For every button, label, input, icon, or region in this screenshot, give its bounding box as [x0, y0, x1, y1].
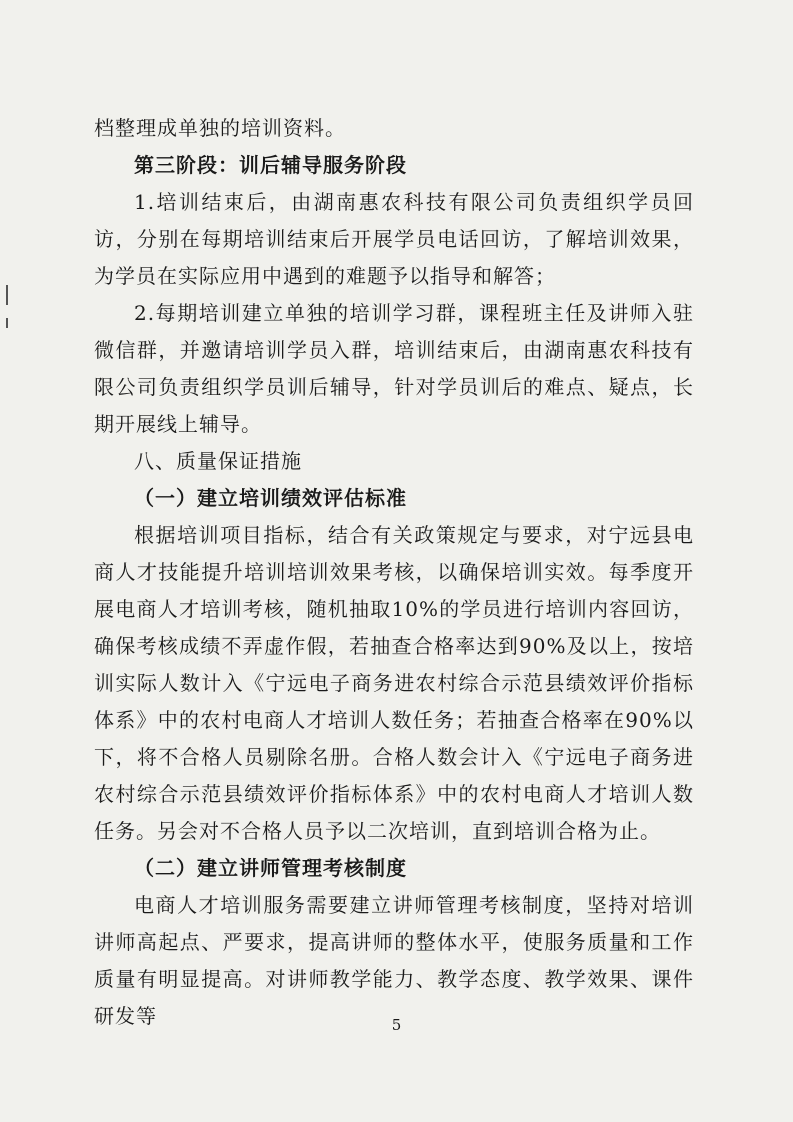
paragraph-item-2: 2.每期培训建立单独的培训学习群，课程班主任及讲师入驻微信群，并邀请培训学员入群，培训结束后，由湖南惠农科技有限公司负责组织学员训后辅导，针对学员训后的难点、疑点，长期开展线上辅导。 [94, 301, 694, 436]
page-number: 5 [391, 1016, 402, 1034]
scan-edge-mark [6, 318, 8, 328]
paragraph-item-1: 1.培训结束后，由湖南惠农科技有限公司负责组织学员回访，分别在每期培训结束后开展学员电话回访，了解培训效果，为学员在实际应用中遇到的难题予以指导和解答； [94, 190, 694, 288]
paragraph-lecturer: 电商人才培训服务需要建立讲师管理考核制度，坚持对培训讲师高起点、严要求，提高讲师的整体水平，使服务质量和工作质量有明显提高。对讲师教学能力、教学态度、教学效果、课件研发等 [94, 893, 694, 1028]
scan-edge-mark [6, 285, 8, 305]
stage-three-heading: 第三阶段：训后辅导服务阶段 [134, 153, 407, 177]
subsection-heading-lecturer: （二）建立讲师管理考核制度 [134, 856, 407, 880]
paragraph-continuation: 档整理成单独的培训资料。 [94, 116, 346, 140]
section-heading-quality: 八、质量保证措施 [134, 449, 302, 473]
paragraph-performance: 根据培训项目指标，结合有关政策规定与要求，对宁远县电商人才技能提升培训培训效果考核，以确保培训实效。每季度开展电商人才培训考核，随机抽取10%的学员进行培训内容回访，确保考核成绩不弄虚作假，若抽查合格率达到90%及以上，按培训实际人数计入《宁远电子商务进农村综合示范县绩效评价指标体系》中的农村电商人才培训人数任务；若抽查合格率在90%以下，将不合格人员剔除名册。合格人数会计入《宁远电子商务进农村综合示范县绩效评价指标体系》中的农村电商人才培训人数任务。另会对不合格人员予以二次培训，直到培训合格为止。 [94, 523, 694, 843]
document-body [94, 110, 694, 1035]
subsection-heading-performance: （一）建立培训绩效评估标准 [134, 486, 407, 510]
